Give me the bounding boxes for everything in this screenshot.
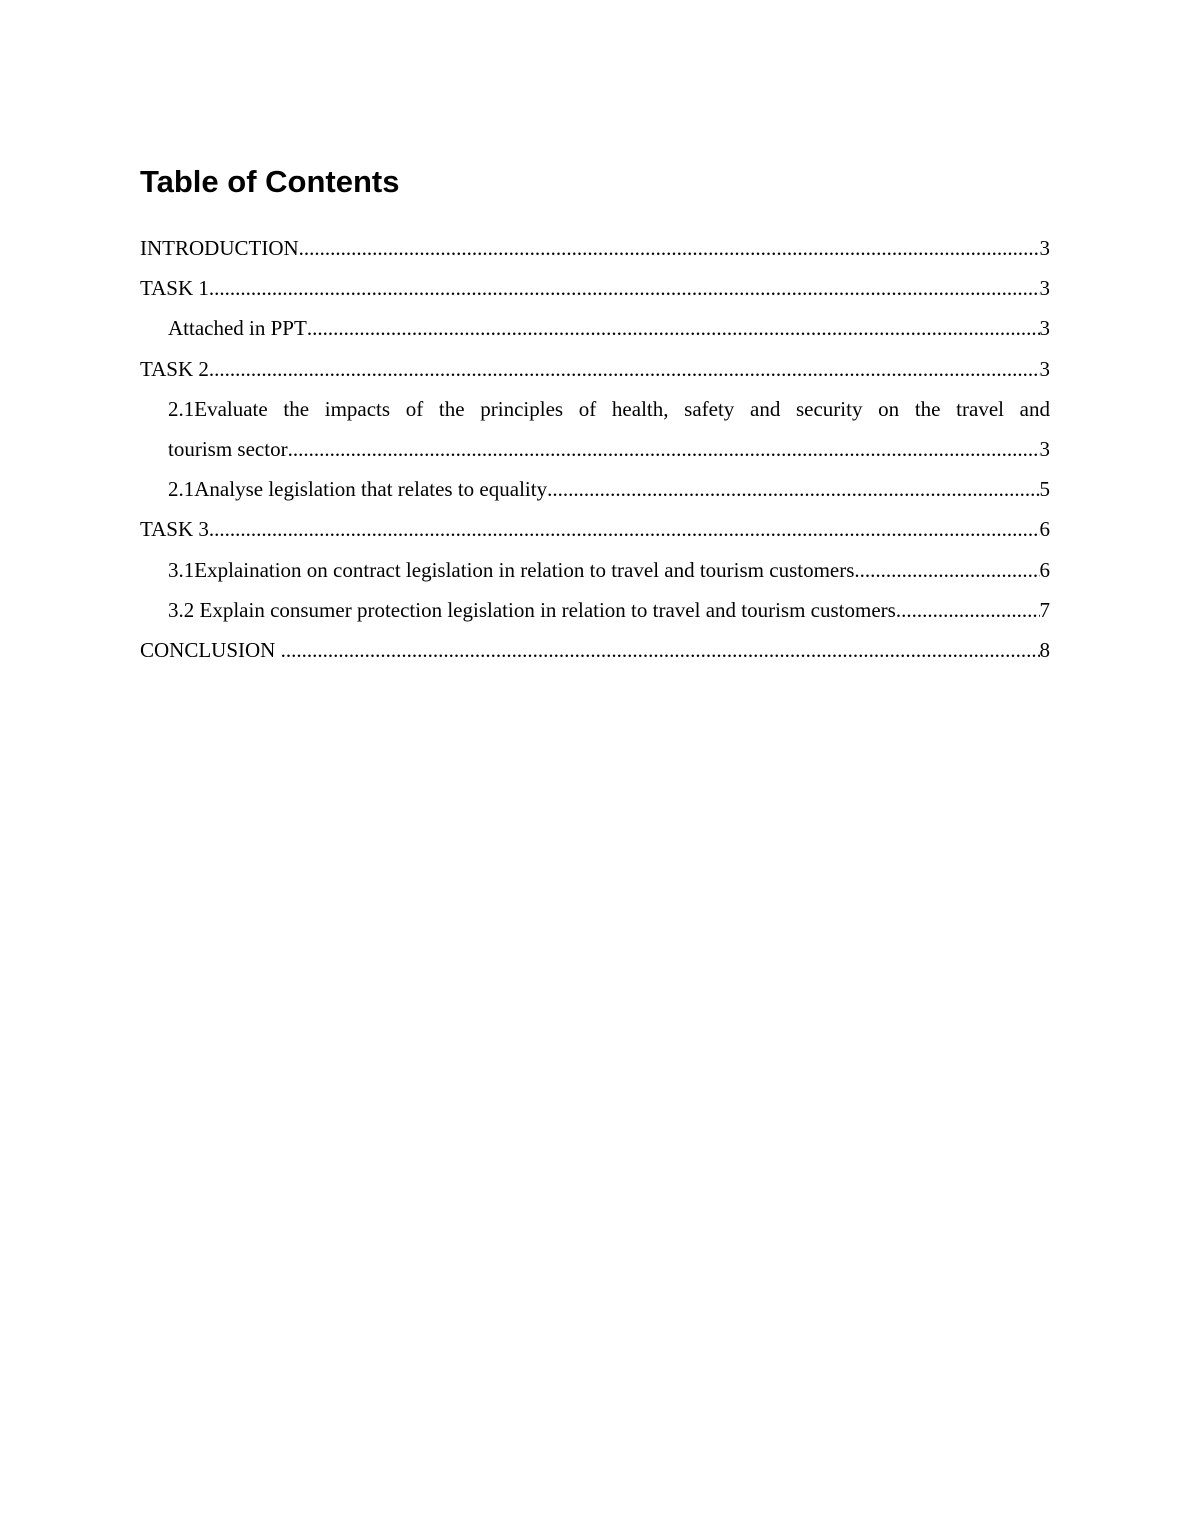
toc-leader-dots: [209, 268, 1040, 308]
toc-leader-dots: [307, 308, 1040, 348]
toc-leader-dots: [896, 590, 1040, 630]
toc-entry-3-1-explaination[interactable]: [140, 550, 1050, 590]
toc-title: Table of Contents: [140, 164, 400, 199]
toc-entry-label: Attached in PPT: [168, 316, 307, 341]
toc-entry-page: 3: [1039, 276, 1050, 301]
toc-entry-page: 6: [1039, 557, 1050, 582]
toc-entry-conclusion[interactable]: [140, 630, 1050, 670]
toc-entry-task-2[interactable]: [140, 349, 1050, 389]
toc-entry-label: 3.2 Explain consumer protection legislation in relation to travel and tourism customers: [168, 597, 896, 622]
toc-entry-page: 3: [1039, 236, 1050, 260]
toc-entry-page: 8: [1039, 638, 1050, 663]
toc-entry-2-1-analyse[interactable]: [140, 469, 1050, 509]
toc-entry-page: 3: [1039, 437, 1050, 462]
toc-entry-2-1-evaluate[interactable]: [140, 389, 1050, 469]
toc-leader-dots: [209, 509, 1040, 549]
toc-leader-dots: [288, 429, 1040, 469]
toc-entry-label: 3.1Explaination on contract legislation in relation to travel and tourism customers: [168, 557, 855, 582]
toc-entry-3-2-explain[interactable]: [140, 590, 1050, 630]
toc-leader-dots: [854, 550, 1039, 590]
toc-entry-label: 2.1Evaluate the impacts of the principles of health, safety and security on the travel and: [168, 396, 1050, 421]
document-page: [140, 160, 1050, 670]
toc-entry-page: 7: [1039, 597, 1050, 622]
toc-entry-task-3[interactable]: [140, 509, 1050, 549]
toc-entry-page: 6: [1039, 517, 1050, 542]
toc-leader-dots: [299, 228, 1040, 268]
toc-leader-dots: [209, 349, 1040, 389]
toc-entry-page: 5: [1039, 477, 1050, 502]
toc-entry-task-1[interactable]: [140, 268, 1050, 308]
toc-entry-label: TASK 3: [140, 517, 209, 542]
toc-entry-label-continued: tourism sector: [168, 437, 288, 462]
toc-entry-label: TASK 1: [140, 276, 209, 301]
toc-entry-label: 2.1Analyse legislation that relates to equality: [168, 477, 548, 502]
toc-entry-label: INTRODUCTION: [140, 236, 299, 260]
toc-entry-page: 3: [1039, 356, 1050, 381]
toc-entry-label: CONCLUSION: [140, 638, 281, 663]
toc-list: [140, 228, 1050, 670]
toc-entry-label: TASK 2: [140, 356, 209, 381]
toc-leader-dots: [547, 469, 1039, 509]
toc-leader-dots: [281, 630, 1040, 670]
toc-entry-attached-in-ppt[interactable]: [140, 308, 1050, 348]
toc-entry-introduction[interactable]: [140, 228, 1050, 268]
toc-entry-page: 3: [1039, 316, 1050, 341]
